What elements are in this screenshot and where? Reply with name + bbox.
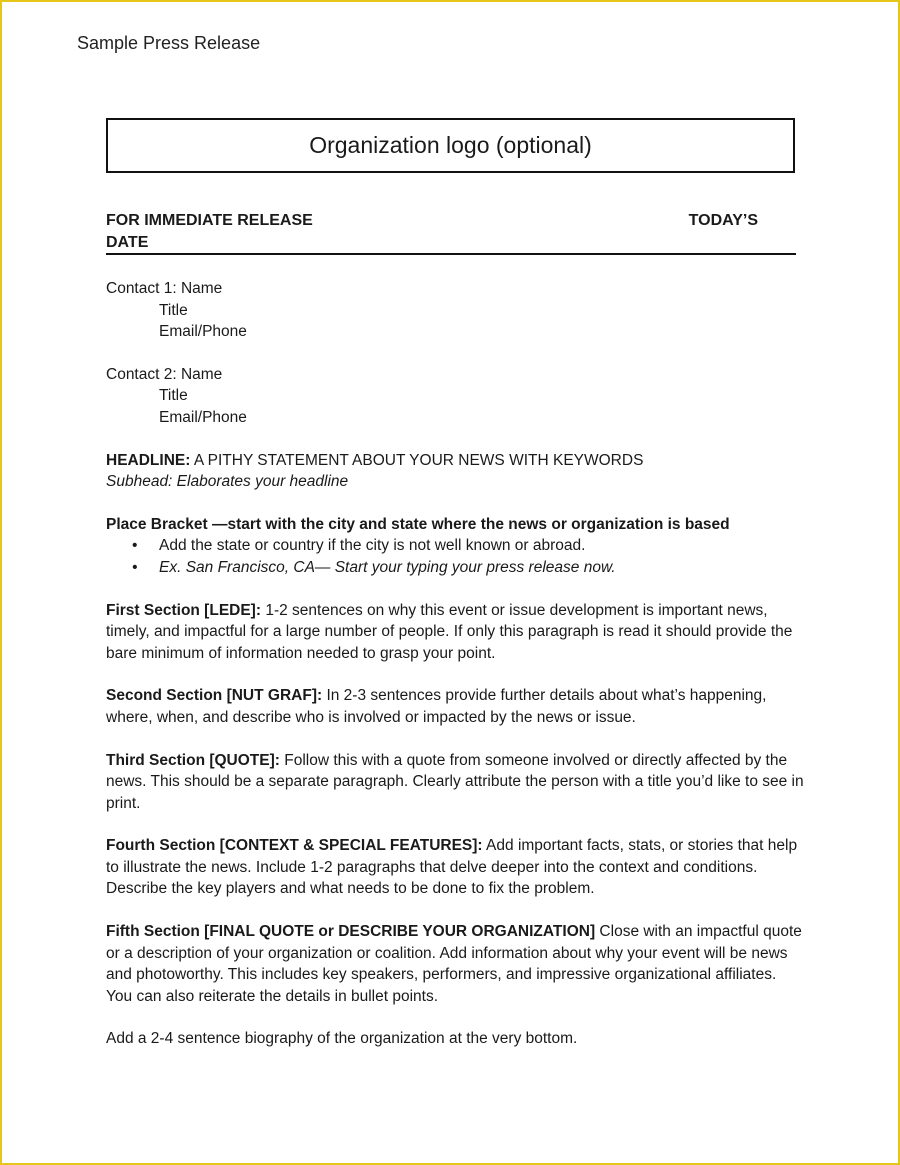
- place-bracket-block: [106, 514, 806, 579]
- contact-name: Contact 1: Name: [106, 280, 223, 297]
- document-header-title: Sample Press Release: [77, 33, 261, 53]
- section-context: [106, 835, 806, 900]
- section-label: Third Section [QUOTE]:: [106, 751, 280, 769]
- headline-block: [106, 450, 806, 493]
- section-quote: [106, 750, 806, 815]
- section-label: Second Section [NUT GRAF]:: [106, 687, 323, 705]
- release-divider: [106, 253, 796, 255]
- organization-logo-box: [106, 118, 795, 173]
- section-label: Fifth Section [FINAL QUOTE or DESCRIBE YOUR ORGANIZATION]: [106, 923, 596, 941]
- contact-email-phone: Email/Phone: [159, 323, 247, 341]
- section-label: First Section [LEDE]:: [106, 601, 262, 619]
- press-release-body: [106, 278, 806, 1050]
- section-text: Close with an impactful quote or a description of your organization or coalition. Add information about why your event will be news and photoworthy. This includes key speakers, performers, and impressive organizational affiliates. You can also reiterate the details in bullet points.: [106, 923, 802, 1005]
- immediate-release-label: FOR IMMEDIATE RELEASE: [106, 212, 313, 229]
- contact-title: Title: [159, 301, 188, 319]
- date-label: DATE: [106, 234, 149, 251]
- release-line: [106, 210, 796, 254]
- todays-label: TODAY’S: [688, 212, 758, 229]
- section-text: In 2-3 sentences provide further details about what’s happening, where, when, and describe who is involved or impacted by the news or issue.: [106, 687, 767, 726]
- contact-name: Contact 2: Name: [106, 365, 223, 383]
- list-item: • Add the state or country if the city is not well known or abroad.: [106, 535, 806, 557]
- contact-title: Title: [159, 387, 188, 405]
- contact-block-1: [106, 278, 806, 343]
- logo-box-label: Organization logo (optional): [309, 132, 592, 158]
- headline-label: HEADLINE:: [106, 451, 191, 469]
- section-nut-graf: [106, 685, 806, 728]
- section-final-quote: [106, 921, 806, 1007]
- footer-note: Add a 2-4 sentence biography of the organization at the very bottom.: [106, 1030, 578, 1048]
- subhead: Subhead: Elaborates your headline: [106, 473, 349, 491]
- section-label: Fourth Section [CONTEXT & SPECIAL FEATURES]:: [106, 837, 483, 855]
- headline: [106, 450, 806, 472]
- section-text: Follow this with a quote from someone involved or directly affected by the news. This should be a separate paragraph. Clearly attribute the person with a title you’d like to see in print.: [106, 751, 804, 812]
- contact-block-2: [106, 364, 806, 429]
- place-bracket-bullets: [106, 535, 806, 578]
- place-bracket-heading: Place Bracket —start with the city and state where the news or organization is based: [106, 515, 730, 533]
- headline-text: A PITHY STATEMENT ABOUT YOUR NEWS WITH KEYWORDS: [190, 451, 644, 469]
- section-lede: [106, 600, 806, 665]
- contact-email-phone: Email/Phone: [159, 408, 247, 426]
- section-text: 1-2 sentences on why this event or issue development is important news, timely, and impactful for a large number of people. If only this paragraph is read it should provide the bare minimum of information needed to grasp your point.: [106, 601, 793, 662]
- list-item: • Ex. San Francisco, CA— Start your typing your press release now.: [106, 557, 806, 579]
- section-text: Add important facts, stats, or stories that help to illustrate the news. Include 1-2 paragraphs that delve deeper into the context and conditions. Describe the key players and what needs to be done to fix the problem.: [106, 837, 798, 898]
